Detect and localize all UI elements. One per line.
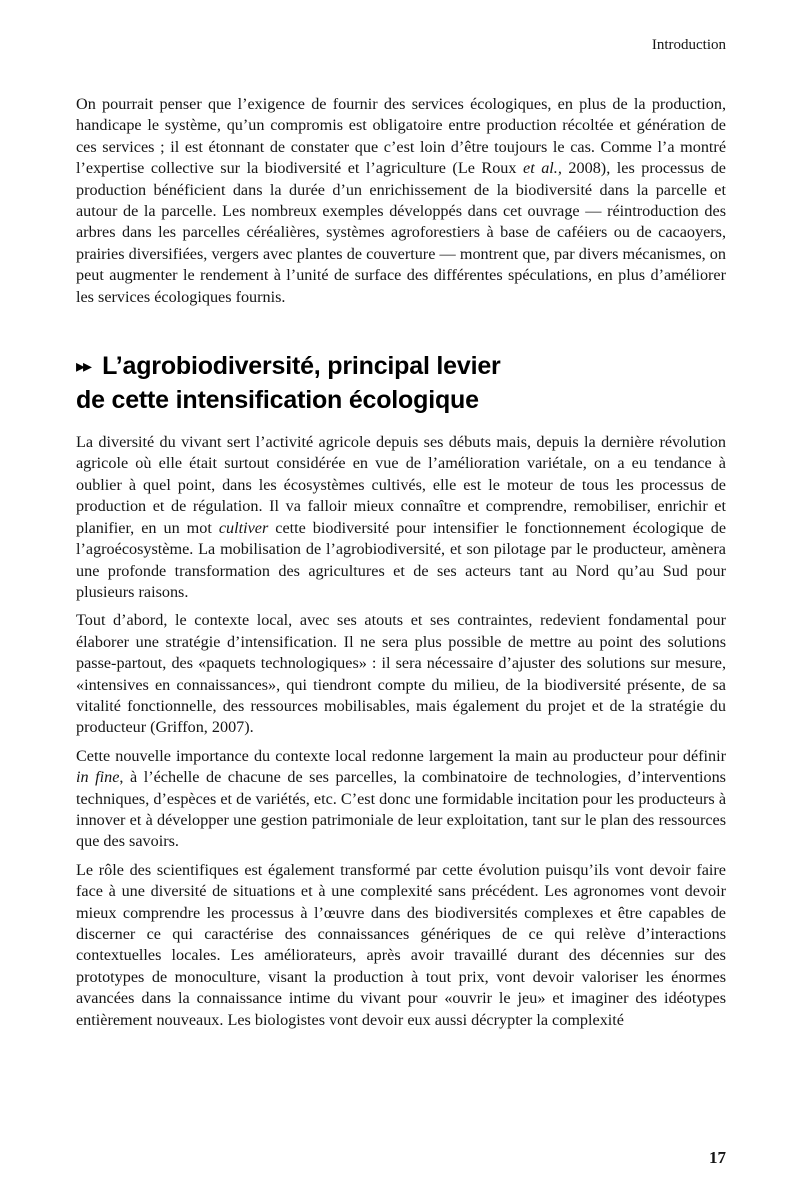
paragraph: Le rôle des scientifiques est également transformé par cette évolution puisqu’ils vont devoir faire face à une diversité de situations et à une complexité sans précédent. Les agronomes vont devoir mieux comprendre les processus à l’œuvre dans des biodiversités complexes et être capables de discerner ce qui caractérise des connaissances génériques de ce qui relève d’interactions contextuelles locales. Les améliorateurs, après avoir travaillé durant des décennies sur des prototypes de monoculture, visant la production à tout prix, vont devoir valoriser les énormes avancées dans la connaissance intime du vivant pour «ouvrir le jeu» et imaginer des idéotypes entièrement nouveaux. Les biologistes vont devoir eux aussi décrypter la complexité (76, 860, 726, 1029)
section-marker-icon: ▸▸ (76, 356, 91, 377)
paragraph: On pourrait penser que l’exigence de fournir des services écologiques, en plus de la production, handicape le système, qu’un compromis est obligatoire entre production récoltée et génération de ces services ; il est étonnant de constater que c’est loin d’être toujours le cas. Comme l’a montré l’expertise collective sur la biodiversité et l’agriculture (Le Roux et al., 2008), les processus de production bénéficient dans la durée d’un enrichissement de la biodiversité dans la parcelle et autour de la parcelle. Les nombreux exemples développés dans cet ouvrage — réintroduction des arbres dans les parcelles céréalières, systèmes agroforestiers à base de caféiers ou de cacaoyers, prairies diversifiées, vergers avec plantes de couverture — montrent que, par divers mécanismes, on peut augmenter le rendement à l’unité de surface des différentes spéculations, en plus d’améliorer les services écologiques fournis. (76, 95, 726, 306)
section-heading (76, 350, 726, 416)
page-content (76, 36, 726, 1038)
paragraph: Tout d’abord, le contexte local, avec ses atouts et ses contraintes, redevient fondamental pour élaborer une stratégie d’intensification. Il ne sera plus possible de mettre au point des solutions passe-partout, des «paquets technologiques» : il sera nécessaire d’ajuster des solutions sur mesure, «intensives en connaissances», qui tiendront compte du milieu, de la biodiversité présente, de sa vitalité fonctionnelle, des ressources mobilisables, mais également du projet et de la stratégie du producteur (Griffon, 2007). (76, 611, 726, 737)
paragraph: La diversité du vivant sert l’activité agricole depuis ses débuts mais, depuis la dernière révolution agricole où elle était surtout considérée en vue de l’amélioration variétale, on a eu tendance à oublier à quel point, dans les écosystèmes cultivés, elle est le moteur de tous les processus de production et de régulation. Il va falloir mieux connaître et comprendre, remobiliser, enrichir et planifier, en un mot cultiver cette biodiversité pour intensifier le fonctionnement écologique de l’agroécosystème. La mobilisation de l’agrobiodiversité, et son pilotage par le producteur, amènera une profonde transformation des agricultures et de ses acteurs tant au Nord qu’au Sud pour plusieurs raisons. (76, 433, 726, 601)
paragraph: Cette nouvelle importance du contexte local redonne largement la main au producteur pour définir in fine, à l’échelle de chacune de ses parcelles, la combinatoire de technologies, d’interventions techniques, d’espèces et de variétés, etc. C’est donc une formidable incitation pour les producteurs à innover et à développer une gestion patrimoniale de leur exploitation, tant sur le plan des ressources que des savoirs. (76, 746, 726, 851)
running-header: Introduction (651, 37, 726, 53)
page-number: 17 (709, 1148, 726, 1167)
section-heading-line2: de cette intensification écologique (76, 386, 479, 415)
section-heading-line1: L’agrobiodiversité, principal levier (102, 352, 501, 381)
